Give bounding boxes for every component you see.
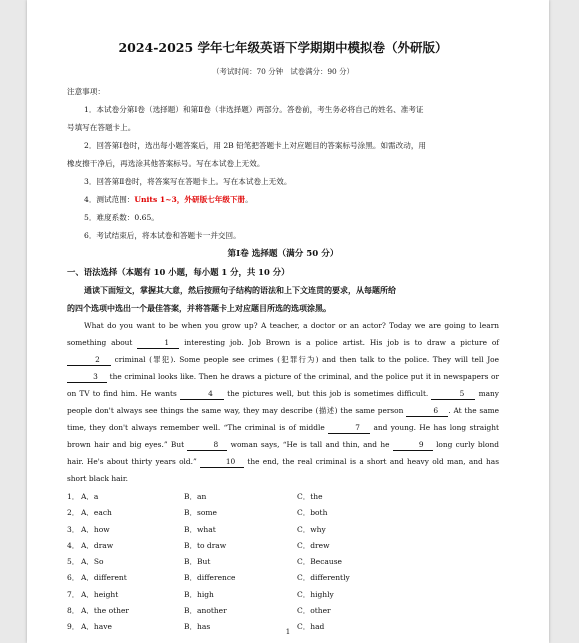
blank-2: 2 [67,355,111,366]
option-a: A．height [81,589,119,599]
option-row-2 [67,507,499,523]
option-row-3 [67,524,499,540]
note-5: 5．难度系数：0.65。 [84,213,159,222]
passage-text: . At the same time, they don't always remember well. “The criminal is of middle [67,406,500,432]
option-row-5 [67,556,499,572]
option-a: A．different [81,573,127,583]
note-4-suffix: 。 [245,195,253,204]
blank-1: 1 [137,338,179,349]
note-1b: 号填写在答题卡上。 [67,123,136,132]
option-a: A．have [81,622,112,632]
passage-text: the end, the real criminal is a short and heavy old man, and has short black hair. [67,457,499,483]
blank-6: 6 [406,406,448,417]
page-title: 2024-2025 学年七年级英语下学期期中模拟卷（外研版） [118,40,448,55]
option-c: C．Because [297,557,342,567]
passage-text: the pictures well, but this job is sometimes difficult. [227,389,429,398]
question-number: 8． [67,606,80,616]
question-number: 1． [67,492,80,501]
page-content [67,38,499,638]
option-b: B．has [184,622,211,632]
passage-text: interesting job. Job Brown is a police artist. His job is to draw a picture of [184,338,500,347]
reading-passage [67,317,499,487]
question-number: 7． [67,589,80,599]
option-row-6 [67,572,499,588]
note-2b: 橡皮擦干净后，再选涂其他答案标号。写在本试卷上无效。 [67,159,265,168]
document-page [27,0,549,643]
option-b: B．another [184,606,227,616]
passage-text: criminal (罪犯). Some people see crimes (犯罪行为) and then talk to the police. They will tell Joe [114,355,499,364]
option-a: A．a [81,492,99,501]
part-1-heading: 一、语法选择（本题有 10 小题，每小题 1 分，共 10 分） [67,267,290,277]
question-number: 3． [67,524,80,534]
note-3: 3．回答第Ⅱ卷时，将答案写在答题卡上。写在本试卷上无效。 [84,177,292,186]
option-c: C．why [297,524,326,534]
option-b: B．difference [184,573,236,583]
option-c: C．drew [297,540,330,550]
option-row-7 [67,589,499,605]
option-b: B．some [184,508,217,518]
passage-text: the criminal looks like. Then he draws a picture of the criminal, and the police put it in newspapers or on TV to find him. He wants [67,372,499,398]
option-row-8 [67,605,499,621]
option-row-4 [67,540,499,556]
option-b: B．to draw [184,540,227,550]
note-2a: 2．回答第Ⅰ卷时，选出每小题答案后，用 2B 铅笔把答题卡上对应题目的答案标号涂黑。如需改动，用 [84,141,427,150]
passage-text: many people don't always see things the same way, they may describe (描述) the same person [67,389,499,415]
option-c: C．differently [297,573,350,583]
page-number: 1 [285,628,291,636]
exam-info: （考试时间：70 分钟 试卷满分：90 分） [212,67,354,76]
test-scope: Units 1~3，外研版七年级下册 [134,195,246,204]
options-list [67,491,499,638]
section-1-title: 第Ⅰ卷 选择题（满分 50 分） [227,249,339,259]
blank-4: 4 [180,389,224,400]
note-1a: 1．本试卷分第Ⅰ卷（选择题）和第Ⅱ卷（非选择题）两部分。答卷前，考生务必将自己的姓名、准考证 [84,105,424,114]
option-a: A．draw [81,540,114,550]
passage-text: and young. He has long straight brown hair and big eyes.” But [67,423,499,449]
blank-9: 9 [393,440,433,451]
option-c: C．the [297,492,323,501]
question-number: 6． [67,573,80,583]
question-number: 2． [67,508,80,518]
passage-text: woman says, “He is tall and thin, and he [230,440,390,449]
option-row-1 [67,491,499,507]
option-c: C．other [297,606,331,616]
blank-3: 3 [67,372,107,383]
note-4 [67,191,499,209]
question-number: 9． [67,622,80,632]
notes-heading: 注意事项： [67,87,105,96]
option-c: C．had [297,622,325,632]
option-c: C．both [297,508,328,518]
blank-8: 8 [187,440,227,451]
option-b: B．But [184,557,211,567]
passage-text: What do you want to be when you grow up? A teacher, a doctor or an actor? Today we are going to learn something about [67,321,499,347]
instructions-line-1: 通读下面短文，掌握其大意，然后按照句子结构的语法和上下文连贯的要求，从每题所给 [84,285,396,295]
option-a: A．each [81,508,112,518]
option-b: B．high [184,589,214,599]
option-c: C．highly [297,589,334,599]
passage-text: long curly blond hair. He's about thirty years old.” [67,440,499,466]
note-4-prefix: 4．测试范围： [84,195,135,204]
option-b: B．an [184,492,207,501]
blank-5: 5 [431,389,475,400]
option-a: A．how [81,524,110,534]
notes-section [67,83,499,245]
note-6: 6．考试结束后，将本试卷和答题卡一并交回。 [84,231,241,240]
option-b: B．what [184,524,216,534]
blank-7: 7 [328,423,370,434]
instructions-line-2: 的四个选项中选出一个最佳答案，并将答题卡上对应题目所选的选项涂黑。 [67,303,331,313]
option-a: A．the other [81,606,129,616]
question-number: 5． [67,557,80,567]
question-number: 4． [67,540,80,550]
option-a: A．So [81,557,104,567]
blank-10: 10 [200,457,244,468]
